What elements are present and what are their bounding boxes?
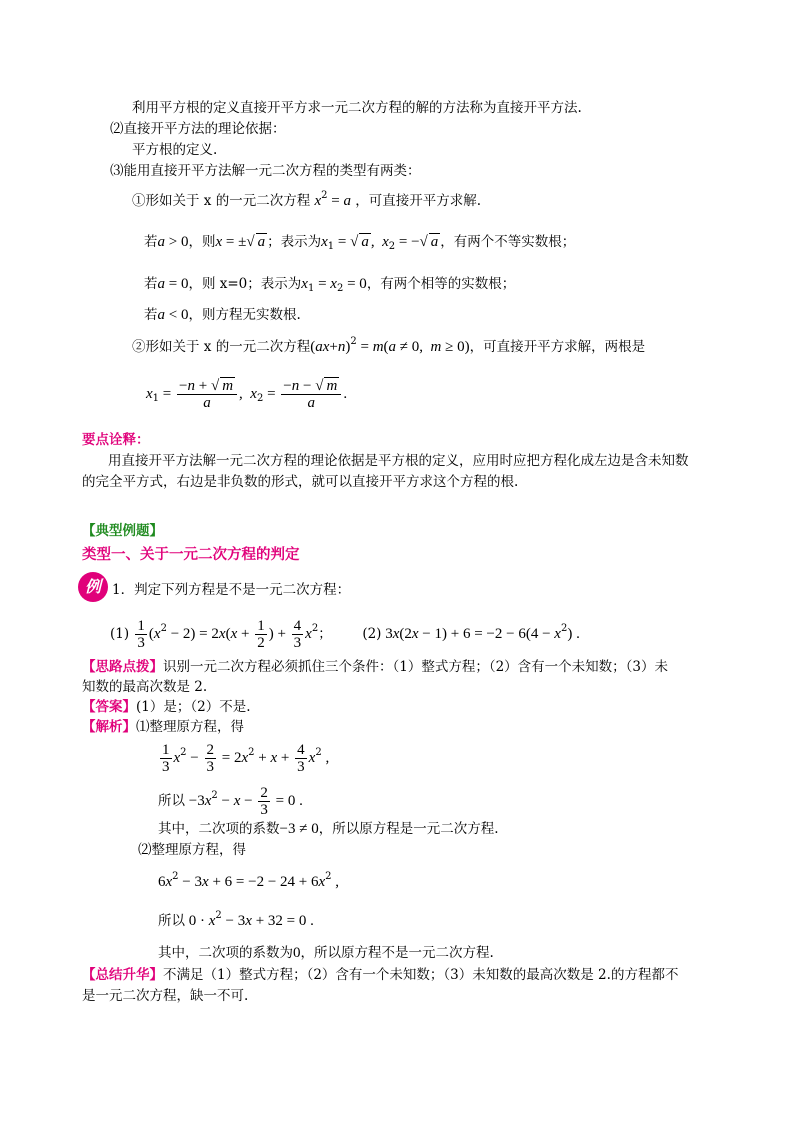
analysis-eq-1: $\frac{1}{3}$ $x^2$ − $\frac{2}{3}$ = $2x^2 + x$ + $\frac{4}{3}$ $x^2$ ,: [162, 742, 330, 775]
keypoint-title: 要点诠释：: [82, 432, 150, 448]
question-1: 1．判定下列方程是不是一元二次方程：: [112, 582, 351, 598]
summary-line-2: 是一元二次方程，缺一不可.: [82, 988, 249, 1004]
case2-roots: $x_1$ = $\frac{-n + √ m}{a}$ , $x_2$ = $\frac{-n - √ m}{a}$ .: [146, 378, 348, 411]
case1-zero: 若a = 0，则 x=0；表示为$x_1 = x_2 = 0$，有两个相等的实数根；: [144, 276, 516, 294]
hint-line-1: 【思路点拨】识别一元二次方程必须抓住三个条件：（1）整式方程；（2）含有一个未知数；（3）未: [82, 659, 669, 675]
analysis-note-1: 其中，二次项的系数−3 ≠ 0，所以原方程是一元二次方程.: [158, 821, 499, 837]
keypoint-line-2: 的完全平方式，右边是非负数的形式，就可以直接开平方求这个方程的根.: [82, 474, 519, 490]
case1-negative: 若a < 0，则方程无实数根.: [144, 307, 301, 323]
intro-line-1: 利用平方根的定义直接开平方求一元二次方程的解的方法称为直接开平方法.: [132, 100, 582, 116]
case2-heading: ②形如关于 x 的一元二次方程$(ax+n)^2 = m(a \ne 0$, m ≥ 0)，可直接开平方求解，两根是: [132, 336, 646, 355]
intro-line-3: 平方根的定义.: [132, 142, 218, 158]
analysis-eq-4: 所以 $0 \cdot x^2 - 3x + 32 = 0$ .: [158, 910, 314, 929]
analysis-eq-3: $6x^2 - 3x + 6 = -2 - 24 + 6x^2$ ,: [158, 871, 340, 890]
hint-line-2: 知数的最高次数是 2.: [82, 679, 208, 695]
type1-heading: 类型一、关于一元二次方程的判定: [82, 546, 300, 563]
analysis-note-2: 其中，二次项的系数为0，所以原方程不是一元二次方程.: [158, 945, 494, 961]
question-equations: (1) $\frac{1}{3}$ $(x^2 - 2) = 2x(x$ + $\frac{1}{2}$ ) + $\frac{4}{3}$ $x^2$； (2) $3x(2x - 1) + 6 = -2 - 6(4 - x^2)$ .: [110, 618, 580, 651]
example-badge-icon: 例: [78, 572, 108, 602]
intro-line-4: ⑶能用直接开平方法解一元二次方程的类型有两类：: [110, 163, 421, 179]
analysis-line-2: ⑵整理原方程，得: [138, 842, 246, 858]
keypoint-line-1: 用直接开平方法解一元二次方程的理论依据是平方根的定义，应用时应把方程化成左边是含未知数: [108, 453, 689, 469]
answer-line: 【答案】(1）是；（2）不是.: [82, 699, 251, 715]
case1-positive: 若a > 0，则x = ±√ a ；表示为$x_1$ = √ a , $x_2$ = −√ a ，有两个不等实数根；: [144, 234, 576, 252]
case1-heading: ①形如关于 x 的一元二次方程 $x^2 = a$ ，可直接开平方求解.: [132, 190, 482, 209]
analysis-line-1: 【解析】⑴整理原方程，得: [82, 719, 244, 735]
summary-line-1: 【总结升华】不满足（1）整式方程；（2）含有一个未知数；（3）未知数的最高次数是 2.的方程都不: [82, 967, 679, 983]
intro-line-2: ⑵直接开平方法的理论依据：: [110, 121, 286, 137]
examples-title: 【典型例题】: [82, 523, 163, 539]
analysis-eq-2: 所以 $-3x^2 - x$ − $\frac{2}{3}$ = 0 .: [158, 785, 303, 818]
